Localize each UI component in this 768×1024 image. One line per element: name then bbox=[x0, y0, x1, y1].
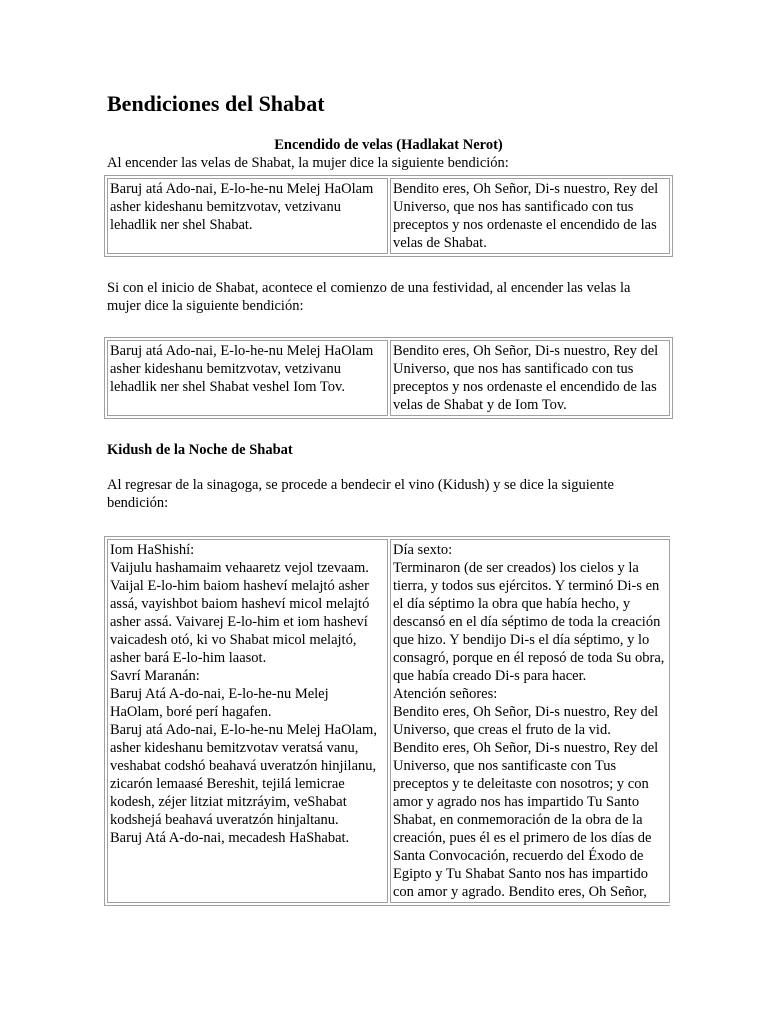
hebrew-transliteration-cell bbox=[107, 178, 388, 254]
wine-blessing-text: Baruj Atá A-do-nai, E-lo-he-nu Melej HaOlam, boré perí hagafen. bbox=[110, 686, 329, 720]
kidush-day-label: Iom HaShishí: bbox=[110, 542, 195, 558]
kidush-savri-label: Savrí Maranán: bbox=[110, 668, 200, 684]
kidush-closing-text: Baruj Atá A-do-nai, mecadesh HaShabat. bbox=[110, 830, 350, 846]
hebrew-transliteration-cell bbox=[107, 340, 388, 416]
section-heading-kidush: Kidush de la Noche de Shabat bbox=[107, 442, 293, 458]
section2-intro: Si con el inicio de Shabat, acontece el comienzo de una festividad, al encender las velas la mujer dice la siguiente bendición: bbox=[107, 280, 631, 314]
blessing-table-shabbat-candles bbox=[104, 175, 673, 257]
table-row bbox=[107, 340, 670, 416]
kidush-table-viewport bbox=[104, 536, 670, 918]
blessing-table-festival-candles bbox=[104, 337, 673, 419]
spanish-translation-cell bbox=[390, 340, 670, 416]
kidush-verse-text: Vaijulu hashamaim vehaaretz vejol tzevaam. Vaijal E-lo-him baiom hasheví melajtó asher assá, vayishbot baiom hasheví micol melajtó asher assá. Vaivarej E-lo-him et iom hasheví vaicadesh otó, ki vo Shabat micol melajtó, asher bará E-lo-him laasot. bbox=[110, 560, 370, 666]
kidush-attention-label: Atención señores: bbox=[393, 686, 498, 702]
spanish-blessing-text: Bendito eres, Oh Señor, Di-s nuestro, Rey del Universo, que nos has santificado con tus preceptos y nos ordenaste el encendido de las velas de Shabat y de Iom Tov. bbox=[393, 343, 659, 413]
section1-intro: Al encender las velas de Shabat, la mujer dice la siguiente bendición: bbox=[107, 155, 509, 171]
blessing-table-kidush bbox=[104, 536, 670, 906]
page-title: Bendiciones del Shabat bbox=[107, 91, 325, 116]
hebrew-transliteration-cell bbox=[107, 539, 388, 903]
section-heading-candle-lighting: Encendido de velas (Hadlakat Nerot) bbox=[274, 137, 503, 153]
kidush-verse-text: Terminaron (de ser creados) los cielos y la tierra, y todos sus ejércitos. Y terminó Di-s en el día séptimo la obra que había hecho, y descansó en el día séptimo de toda la creación que hizo. Y bendijo Di-s el día séptimo, y lo consagró, porque en él reposó de toda Su obra, que había creado Di-s para hacer. bbox=[393, 560, 665, 684]
table-row bbox=[107, 539, 670, 903]
spanish-translation-cell bbox=[390, 178, 670, 254]
table-row bbox=[107, 178, 670, 254]
section3-intro: Al regresar de la sinagoga, se procede a bendecir el vino (Kidush) y se dice la siguiente bendición: bbox=[107, 477, 614, 511]
spanish-blessing-text: Bendito eres, Oh Señor, Di-s nuestro, Rey del Universo, que nos has santificado con tus preceptos y nos ordenaste el encendido de las velas de Shabat. bbox=[393, 181, 659, 251]
kidush-blessing-text: Bendito eres, Oh Señor, Di-s nuestro, Rey del Universo, que nos santificaste con Tus preceptos y te deleitaste con nosotros; y con amor y agrado nos has impartido Tu Santo Shabat, en conmemoración de la obra de la creación, pues él es el primero de los días de Santa Convocación, recuerdo del Éxodo de Egipto y Tu Shabat Santo nos has impartido con amor y agrado. Bendito eres, Oh Señor, bbox=[393, 740, 659, 900]
hebrew-blessing-text: Baruj atá Ado-nai, E-lo-he-nu Melej HaOlam asher kideshanu bemitzvotav, vetzivanu lehadlik ner shel Shabat veshel Iom Tov. bbox=[110, 343, 374, 395]
hebrew-blessing-text: Baruj atá Ado-nai, E-lo-he-nu Melej HaOlam asher kideshanu bemitzvotav, vetzivanu lehadlik ner shel Shabat. bbox=[110, 181, 374, 233]
kidush-day-label: Día sexto: bbox=[393, 542, 453, 558]
wine-blessing-text: Bendito eres, Oh Señor, Di-s nuestro, Rey del Universo, que creas el fruto de la vid. bbox=[393, 704, 659, 738]
spanish-translation-cell bbox=[390, 539, 670, 903]
kidush-blessing-text: Baruj atá Ado-nai, E-lo-he-nu Melej HaOlam, asher kideshanu bemitzvotav veratsá vanu, veshabat codshó beahavá uveratzón hinjilanu, zicarón lemaasé Bereshit, tejilá lemicrae kodesh, zéjer litziat mitzráyim, veShabat kodshejá beahavá uveratzón hinjaltanu. bbox=[110, 722, 377, 828]
